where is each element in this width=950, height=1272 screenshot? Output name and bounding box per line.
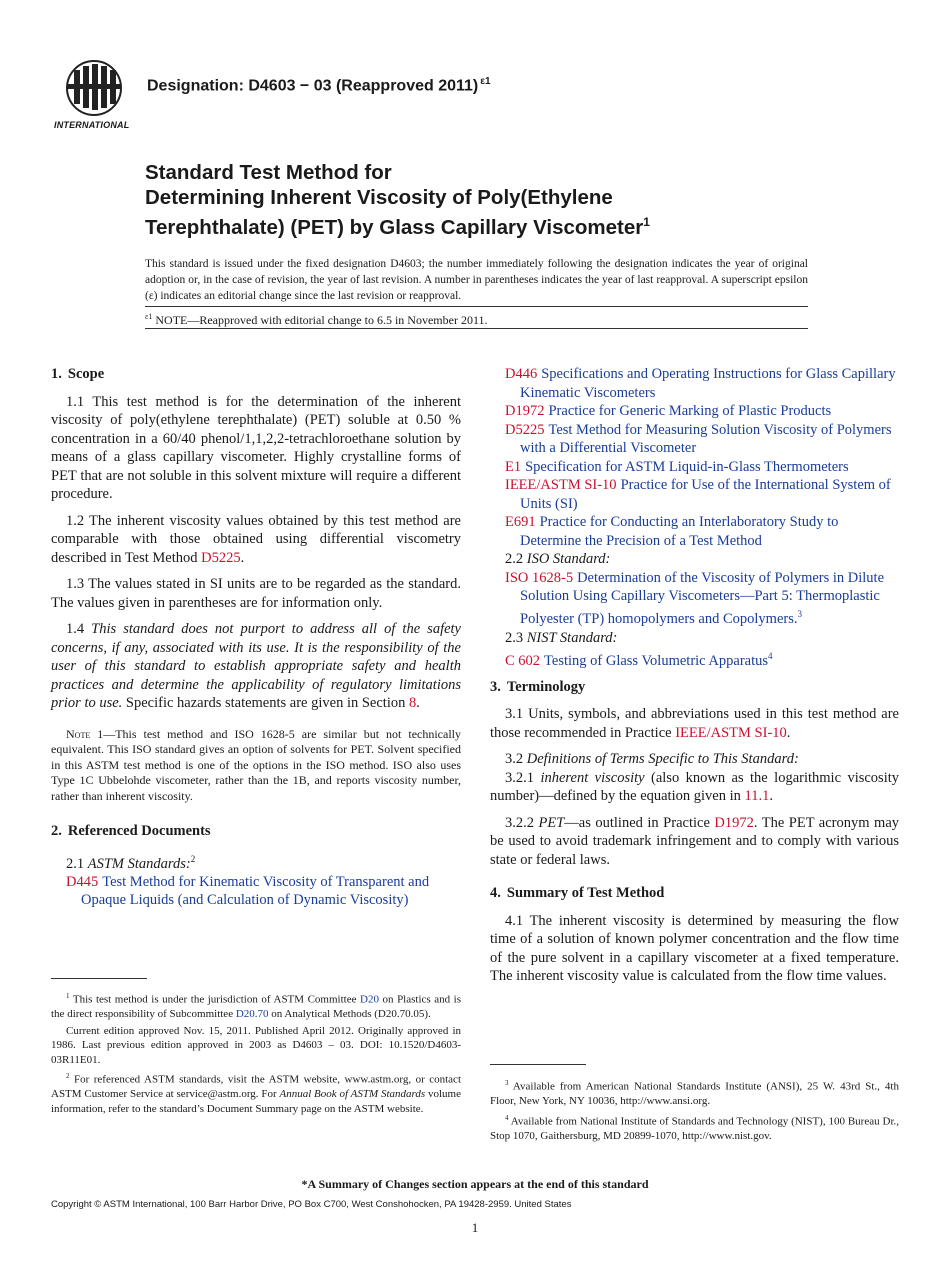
paragraph-text: —as outlined in Practice bbox=[564, 814, 715, 831]
designation bbox=[147, 76, 491, 95]
link-section-8[interactable]: 8 bbox=[408, 695, 417, 711]
subsection-2-3 bbox=[490, 629, 899, 648]
footnote-rule-right bbox=[490, 1064, 586, 1065]
footnote-marker: 3 bbox=[797, 609, 802, 620]
paragraph-text: 3.1 Units, symbols, and abbreviations used in this test method are those recommended in Practice bbox=[490, 706, 899, 741]
reference-title-link[interactable]: Test Method for Measuring Solution Viscosity of Polymers with a Differential Viscometer bbox=[520, 421, 892, 456]
spacer bbox=[490, 877, 899, 884]
subsection-label: ASTM Standards: bbox=[87, 855, 191, 872]
header-rule-top bbox=[145, 306, 808, 307]
section-title: Terminology bbox=[506, 678, 586, 695]
link-d5225[interactable]: D5225 bbox=[201, 549, 241, 566]
footnote-3 bbox=[490, 1076, 899, 1109]
issuance-statement: This standard is issued under the fixed designation D4603; the number immediately following the designation indicates the year of original adoption or, in the case of revision, the year of last revision. A number in parentheses indicates the year of last reapproval. A superscript epsilon (ε) indicates an editorial change since the last revision or reapproval. bbox=[145, 258, 808, 302]
reference-title-link[interactable]: Test Method for Kinematic Viscosity of Transparent and Opaque Liquids (and Calculation of Dynamic Viscosity) bbox=[81, 873, 430, 909]
reference-code-link[interactable]: ISO 1628-5 bbox=[505, 569, 574, 586]
note-label: Note bbox=[66, 726, 91, 741]
subsection-2-2 bbox=[490, 550, 899, 569]
paragraph-text: . bbox=[769, 788, 773, 805]
defined-term: inherent viscosity bbox=[540, 769, 645, 786]
defined-term: PET bbox=[538, 814, 565, 831]
reference-code-link[interactable]: D446 bbox=[505, 366, 538, 382]
link-d20[interactable]: D20 bbox=[360, 993, 379, 1006]
paragraph-3-2-2 bbox=[490, 814, 899, 870]
reference-code-link[interactable]: D1972 bbox=[505, 403, 545, 419]
paragraph-text: . bbox=[416, 695, 420, 711]
paragraph-number: 1.4 bbox=[66, 621, 92, 637]
reference-code-link[interactable]: C 602 bbox=[505, 653, 541, 670]
section-number: 1. bbox=[51, 366, 62, 382]
footnote-4 bbox=[490, 1111, 899, 1144]
reference-title-link[interactable]: Specifications and Operating Instructions for Glass Capillary Kinematic Viscometers bbox=[520, 366, 896, 401]
subsection-number: 2.2 bbox=[505, 551, 527, 567]
epsilon-note bbox=[145, 312, 488, 328]
section-number: 4. bbox=[490, 885, 501, 902]
title-line-3 bbox=[145, 210, 845, 240]
paragraph-text: . bbox=[240, 549, 245, 566]
footnote-marker: 4 bbox=[505, 1113, 509, 1122]
reference-code-link[interactable]: E1 bbox=[505, 458, 522, 475]
reference-code-link[interactable]: IEEE/ASTM SI-10 bbox=[505, 477, 617, 493]
reference-title-text: Determination of the Viscosity of Polymers in Dilute Solution Using Capillary Viscometers—Part 5: Thermoplastic Polyester (TP) homopolymers and Copolymers. bbox=[520, 569, 885, 628]
footnote-2 bbox=[51, 1069, 461, 1116]
reference-item bbox=[66, 873, 461, 910]
reference-item bbox=[505, 402, 899, 421]
document-title bbox=[145, 160, 845, 240]
paragraph-number: 3.2.2 bbox=[505, 814, 539, 831]
link-11-1[interactable]: 11.1 bbox=[744, 788, 770, 805]
epsilon-marker: ε1 bbox=[145, 312, 153, 321]
section-number: 2. bbox=[51, 823, 62, 839]
section-heading-terminology bbox=[490, 678, 899, 697]
link-ieee-astm-si-10[interactable]: IEEE/ASTM SI-10 bbox=[675, 724, 787, 741]
paragraph-3-2-1 bbox=[490, 769, 899, 806]
footnote-marker: 1 bbox=[66, 992, 70, 1000]
reference-title-link[interactable]: Practice for Use of the International System of Units (SI) bbox=[520, 477, 891, 512]
reference-code-link[interactable]: D5225 bbox=[505, 421, 545, 438]
page-number: 1 bbox=[471, 1220, 479, 1235]
paragraph-text: Specific hazards statements are given in Section bbox=[122, 695, 409, 711]
link-d1972[interactable]: D1972 bbox=[714, 814, 754, 831]
title-line-1: Standard Test Method for bbox=[145, 161, 392, 184]
subsection-number: 2.3 bbox=[505, 629, 527, 646]
reference-title-text: Testing of Glass Volumetric Apparatus bbox=[544, 653, 769, 670]
section-title: Summary of Test Method bbox=[506, 885, 665, 902]
footnote-rule-left bbox=[51, 978, 147, 979]
subsection-number: 2.1 bbox=[66, 855, 88, 872]
title-footnote-marker: 1 bbox=[643, 215, 650, 229]
footnote-text: For referenced ASTM standards, visit the ASTM website, www.astm.org, or contact ASTM Customer Service at service@astm.org. For bbox=[51, 1073, 461, 1101]
copyright: Copyright © ASTM International, 100 Barr Harbor Drive, PO Box C700, West Conshohocken, PA 19428-2959. United States bbox=[51, 1199, 572, 1210]
section-heading-summary bbox=[490, 884, 899, 903]
section-number: 3. bbox=[490, 678, 501, 695]
left-column bbox=[51, 365, 461, 910]
header-rule-bottom bbox=[145, 328, 808, 329]
note-text: 1—This test method and ISO 1628-5 are similar but not technically equivalent. This ISO standard gives an option of solvents for PET. Solvent specified in this ASTM test method is one of the options in the ISO method. ISO also uses Type 1C Ubbelohde viscometer, rather than the 1B, and reports viscosity number, rather than inherent viscosity. bbox=[51, 726, 461, 803]
footnotes-left bbox=[51, 989, 461, 1118]
reference-title-link[interactable]: Specification for ASTM Liquid-in-Glass Thermometers bbox=[525, 458, 849, 475]
section-title: Referenced Documents bbox=[67, 823, 211, 839]
note-1 bbox=[51, 727, 461, 805]
reference-title-link[interactable] bbox=[544, 653, 772, 669]
footnote-marker: 3 bbox=[505, 1079, 509, 1087]
footnote-marker: 4 bbox=[768, 651, 773, 662]
epsilon-note-text: NOTE—Reapproved with editorial change to 6.5 in November 2011. bbox=[155, 313, 488, 327]
designation-text: Designation: D4603 − 03 (Reapproved 2011) bbox=[147, 77, 479, 95]
section-title: Scope bbox=[67, 366, 105, 382]
footnote-1-edition: Current edition approved Nov. 15, 2011. Published April 2012. Originally approved in 1986. Last previous edition approved in 2003 as D4603 – 03. DOI: 10.1520/D4603-03R11E01. bbox=[51, 1024, 461, 1066]
paragraph-1-4 bbox=[51, 620, 461, 713]
paragraph-text: . The PET acronym may be used to avoid trademark infringement and to comply with various state or federal laws. bbox=[490, 814, 900, 868]
spacer bbox=[490, 671, 899, 678]
paragraph-1-2 bbox=[51, 512, 461, 568]
footnote-text: on Plastics and is the direct responsibility of Subcommittee bbox=[51, 993, 461, 1021]
paragraph-number: 3.2 bbox=[505, 751, 527, 768]
logo-text: INTERNATIONAL bbox=[54, 120, 130, 130]
footnote-text: on Analytical Methods (D20.70.05). bbox=[268, 1008, 431, 1021]
subsection-label: NIST Standard: bbox=[526, 629, 618, 646]
section-heading-scope bbox=[51, 365, 461, 384]
paragraph-3-2 bbox=[490, 750, 899, 769]
reference-item bbox=[505, 476, 899, 513]
right-column bbox=[490, 365, 899, 994]
reference-code-link[interactable]: E691 bbox=[505, 514, 536, 530]
paragraph-text: . bbox=[786, 724, 791, 741]
footnote-1 bbox=[51, 989, 461, 1022]
reference-title-link[interactable] bbox=[520, 570, 884, 628]
footnote-text: volume information, refer to the standard’s Document Summary page on the ASTM website. bbox=[51, 1088, 461, 1115]
subsection-label: ISO Standard: bbox=[526, 551, 611, 567]
paragraph-text: 1.2 The inherent viscosity values obtained by this test method are comparable with those obtained using differential viscometry described in Test Method bbox=[51, 512, 461, 566]
reference-item bbox=[505, 458, 899, 477]
reference-item-nist bbox=[505, 647, 899, 670]
reference-code-link[interactable]: D445 bbox=[66, 873, 99, 890]
designation-superscript: ε1 bbox=[480, 76, 491, 87]
paragraph-label: Definitions of Terms Specific to This Standard: bbox=[526, 751, 799, 768]
paragraph-1-3: 1.3 The values stated in SI units are to be regarded as the standard. The values given in parentheses are for information only. bbox=[51, 576, 461, 611]
reference-item bbox=[505, 421, 899, 458]
footnote-text: This test method is under the jurisdiction of ASTM Committee bbox=[69, 993, 361, 1006]
section-heading-referenced-documents bbox=[51, 822, 461, 841]
reference-item bbox=[505, 365, 899, 402]
safety-caveat: This standard does not purport to address all of the safety concerns, if any, associated with its use. It is the responsibility of the user of this standard to establish appropriate safety and health practices and determine the applicability of regulatory limitations prior to use. bbox=[51, 621, 461, 711]
subsection-2-1 bbox=[51, 850, 461, 873]
reference-item bbox=[505, 513, 899, 550]
footnote-italic: Annual Book of ASTM Standards bbox=[279, 1088, 426, 1101]
summary-of-changes-note: *A Summary of Changes section appears at the end of this standard bbox=[301, 1177, 649, 1191]
reference-item-iso bbox=[505, 569, 899, 629]
footnotes-right bbox=[490, 1076, 899, 1145]
paragraph-3-1 bbox=[490, 705, 899, 742]
paragraph-4-1: 4.1 The inherent viscosity is determined by measuring the flow time of a solution of known polymer concentration and the flow time of the pure solvent in a capillary viscometer at a fixed temperature. The inherent viscosity value is calculated from the flow time values. bbox=[490, 912, 899, 985]
paragraph-number: 3.2.1 bbox=[505, 769, 541, 786]
reference-title-link[interactable]: Practice for Conducting an Interlaboratory Study to Determine the Precision of a Test Method bbox=[520, 514, 839, 549]
paragraph-1-1: 1.1 This test method is for the determination of the inherent viscosity of poly(ethylene terephthalate) (PET) soluble at 0.50 % concentration in a 60/40 phenol/1,1,2,2-tetrachloroethane solution by means of a glass capillary viscometer. Highly crystalline forms of PET that are not soluble in this solvent mixture will require a different procedure. bbox=[51, 393, 461, 502]
title-line-2: Determining Inherent Viscosity of Poly(Ethylene bbox=[145, 186, 613, 209]
footnote-marker: 2 bbox=[66, 1072, 70, 1081]
astm-logo bbox=[52, 56, 136, 134]
paragraph-text: (also known as the logarithmic viscosity number)—defined by the equation given in bbox=[490, 769, 899, 805]
footnote-marker: 2 bbox=[190, 853, 196, 864]
footnote-text: Available from American National Standards Institute (ANSI), 25 W. 43rd St., 4th Floor, New York, NY 10036, http://www.ansi.org. bbox=[490, 1080, 899, 1108]
reference-title-link[interactable]: Practice for Generic Marking of Plastic Products bbox=[548, 403, 832, 419]
link-d20-70[interactable]: D20.70 bbox=[235, 1008, 269, 1021]
title-line-3-text: Terephthalate) (PET) by Glass Capillary Viscometer bbox=[145, 215, 644, 239]
footnote-text: Available from National Institute of Standards and Technology (NIST), 100 Bureau Dr., Stop 1070, Gaithersburg, MD 20899-1070, http://www.nist.gov. bbox=[490, 1115, 899, 1142]
